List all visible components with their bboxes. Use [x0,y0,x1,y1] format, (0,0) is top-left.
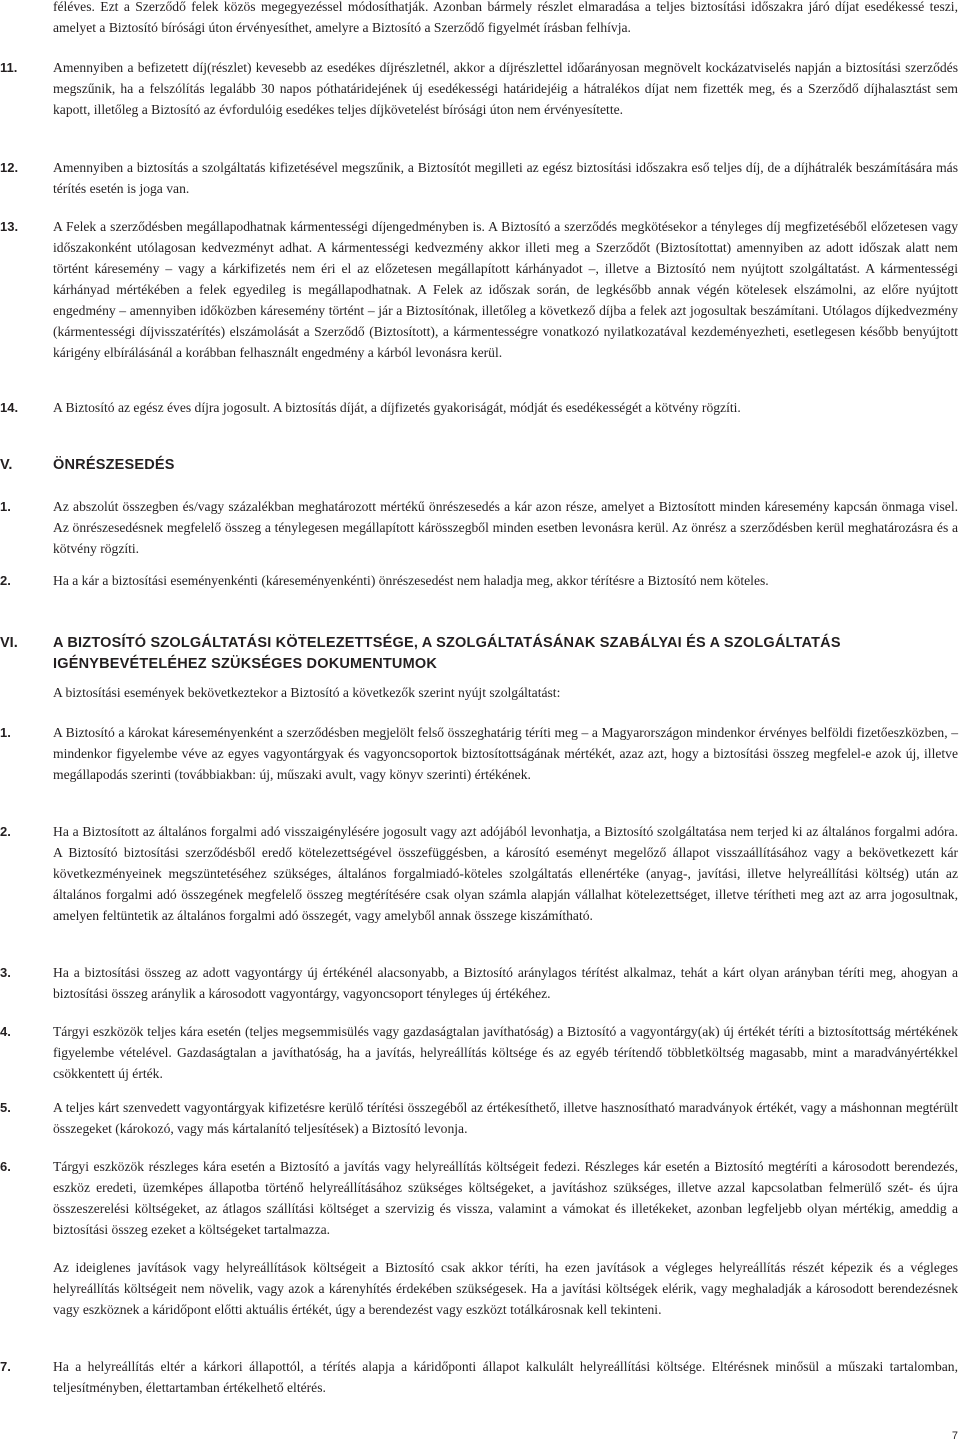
item-text: Ha a kár a biztosítási eseményenkénti (káreseményenkénti) önrészesedést nem haladja meg, akkor térítésre a Biztosító nem köteles. [53,573,769,588]
item-text: Ha a helyreállítás eltér a kárkori állapottól, a térítés alapja a káridőponti állapot kalkulált helyreállítási költsége. Eltérésnek minősül a műszaki tartalomban, teljesítményben, élettartamban értékelhető eltérés. [53,1359,958,1395]
list-item-iv-11 [0,57,958,120]
item-text: Amennyiben a befizetett díj(részlet) kevesebb az esedékes díjrészletnél, akkor a díjrészlettel időarányosan megnövelt kockázatviselés napján a biztosítási szerződés megszűnik, ha a felszólítás legalább 30 napos póthatáridejének új esedékességi határidejéig a hátralékos díjat nem fizették meg, és a Szerződő díjhalasztást sem kapott, illetőleg a Biztosító az évfordulóig esedékes teljes díjkövetelést bírósági úton nem érvényesítette. [53,60,958,117]
item-text: A Biztosító a károkat káreseményenként a szerződésben megjelölt felső összeghatárig téríti meg – a Magyarországon mindenkor érvényes belföldi fizetőeszközben, – mindenkor figyelembe véve az egyes vagyontárgyak és vagyoncsoportok biztosítottságának mértékét, azaz azt, hogy a biztosítási összeg megfelel-e azok új, illetve megállapodás szerinti (továbbiakban: új, műszaki avult, vagy könyv szerinti) értékének. [53,725,958,782]
section-number: V. [0,457,13,473]
list-item-iv-12 [0,157,958,199]
item-number: 5. [0,1100,11,1115]
list-item-vi-6-continuation [0,1257,958,1320]
item-number: 4. [0,1024,11,1039]
list-item-vi-4 [0,1021,958,1084]
list-item-vi-2 [0,821,958,926]
section-vi-intro: A biztosítási események bekövetkeztekor a Biztosító a következők szerint nyújt szolgáltatást: [53,685,561,700]
item-text: Ha a biztosítási összeg az adott vagyontárgy új értékénél alacsonyabb, a Biztosító aránylagos térítést alkalmaz, tehát a kárt olyan arányban téríti meg, ahogyan a biztosítási összeg aránylik a károsodott vagyontárgy, vagyoncsoport tényleges új értékéhez. [53,965,958,1001]
item-number: 1. [0,499,11,514]
item-text: Az ideiglenes javítások vagy helyreállítások költségeit a Biztosító csak akkor téríti, ha ezen javítások a végleges helyreállítás részét képezik és a végleges helyreállítás költségeit nem növelik, vagy azok a kárenyhítés érdekében szükségesek. Ha a javítási költségek elérik, vagy meghaladják a károsodott berendezésnek vagy eszköznek a káridőpont előtti aktuális értékét, úgy a berendezést vagy eszközt totálkárosnak kell tekinteni. [53,1260,958,1317]
item-number: 6. [0,1159,11,1174]
item-number: 2. [0,573,11,588]
item-text: A Biztosító az egész éves díjra jogosult. A biztosítás díját, a díjfizetés gyakoriságát, módját és esedékességét a kötvény rögzíti. [53,400,741,415]
section-title-line-1: A BIZTOSÍTÓ SZOLGÁLTATÁSI KÖTELEZETTSÉGE, A SZOLGÁLTATÁSÁNAK SZABÁLYAI ÉS A SZOLGÁLTATÁS [53,635,841,651]
section-title-line-2: IGÉNYBEVÉTELÉHEZ SZÜKSÉGES DOKUMENTUMOK [53,656,438,672]
list-item-vi-3 [0,962,958,1004]
page-number: 7 [951,1430,958,1442]
intro-continuation: féléves. Ezt a Szerződő felek közös megegyezéssel módosíthatják. Azonban bármely részlet elmaradása a teljes biztosítási időszakra járó díjat esedékessé teszi, amelyet a Biztosító bírósági úton érvényesíthet, amelyre a Biztosító a Szerződő figyelmét írásban felhívja. [53,0,958,35]
list-item-vi-7 [0,1356,958,1398]
item-number: 14. [0,400,19,415]
item-number: 11. [0,60,18,75]
item-number: 3. [0,965,11,980]
section-vi-heading [0,633,958,675]
item-text: Tárgyi eszközök részleges kára esetén a Biztosító a javítás vagy helyreállítás költségeit fedezi. Részleges kár esetén a Biztosító megtéríti a károsodott berendezés, eszköz eredeti, üzemképes állapotba történő helyreállításához szükséges költségeket, a javításhoz szükséges, illetve azzal kapcsolatban felmerülő szét- és újra összeszerelési költségeket, az átlagos szállítási költséget a szervizig és vissza, valamint a vámokat és illetékeket, azonban legfeljebb olyan mértékig, ameddig a biztosítási összeg ezeket a költségeket tartalmazza. [53,1159,958,1237]
list-item-v-1 [0,496,958,559]
item-text: A teljes kárt szenvedett vagyontárgyak kifizetésre kerülő térítési összegéből az értékesíthető, illetve hasznosítható maradványok értékét, vagy a máshonnan megtérült összegeket (károkozó, vagy más kártalanító teljesítések) a Biztosító levonja. [53,1100,958,1136]
item-number: 12. [0,160,19,175]
list-item-v-2 [0,570,958,591]
item-number [0,1257,53,1320]
section-title: ÖNRÉSZESEDÉS [53,457,175,473]
list-item-vi-6 [0,1156,958,1240]
section-v-heading [0,455,958,476]
list-item-vi-5 [0,1097,958,1139]
item-text: A Felek a szerződésben megállapodhatnak kármentességi díjengedményben is. A Biztosító a szerződés megkötésekor a tényleges díj megfizetéséből előzetesen vagy időszakonként utólagosan kedvezményt adhat. A kármentességi kedvezmény akkor illeti meg a Szerződőt (Biztosítottat) amennyiben az adott időszak alatt nem történt káresemény – vagy a kárkifizetés nem éri el az előzetesen megállapított kárhányadot –, illetve a Biztosító nem nyújtott szolgáltatást. A kármentességi kárhányad mértékében a felek egyedileg is megállapodhatnak. A Felek az időszak során, de legkésőbb annak végén kötelesek elszámolni, az előre nyújtott engedmény – amennyiben időközben káresemény történt – jár a Biztosítónak, illetőleg a következő díjba a felek azt jogosultak beszámítani. Utólagos díjkedvezmény (kármentességi díjvisszatérítés) elszámolását a Szerződő (Biztosított), a kármentességre vonatkozó nyilatkozatával kezdeményezheti, esetlegesen később benyújtott kárigény elbírálásánál a korábban felhasznált engedmény a kárból levonásra kerül. [53,219,958,360]
item-number: 2. [0,824,11,839]
list-item-vi-1 [0,722,958,785]
item-text: Ha a Biztosított az általános forgalmi adó visszaigénylésére jogosult vagy azt adójából levonhatja, a Biztosító szolgáltatása nem terjed ki az általános forgalmi adóra. A Biztosító biztosítási szerződésből eredő kötelezettségével összefüggésben, a károsító eseményt megelőző állapot visszaállításához vagy a bekövetkezett kár következményeinek megszüntetéséhez szükséges, általános forgalmiadó-köteles szolgáltatás ellenértéke (anyag-, javítási, illetve helyreállítási költség) után az általános forgalmi adó összegének megfelelő összeg megtérítésére csak olyan számla alapján vállalhat kötelezettséget, illetve térítheti meg azt az arra jogosultnak, amelyen feltüntetik az általános forgalmi adó összegét, vagy amelyből annak összege kiszámítható. [53,824,958,923]
item-text: Tárgyi eszközök teljes kára esetén (teljes megsemmisülés vagy gazdaságtalan javíthatóság) a Biztosító a vagyontárgy(ak) új értékét téríti a biztosítottság mértékének figyelembe vételével. Gazdaságtalan a javíthatóság, ha a javítás, helyreállítás költsége és az egyéb térítendő többletköltség magasabb, mint a maradványértékkel csökkentett új érték. [53,1024,958,1081]
item-text: Az abszolút összegben és/vagy százalékban meghatározott mértékű önrészesedés a kár azon része, amelyet a Biztosított minden káresemény kapcsán önmaga visel. Az önrészesedésnek megfelelő összeg a ténylegesen megállapított kárösszegből minden esetben levonásra kerül. Az önrész a szerződésben kerül meghatározásra és a kötvény rögzíti. [53,499,958,556]
section-number: VI. [0,635,18,651]
item-text: Amennyiben a biztosítás a szolgáltatás kifizetésével megszűnik, a Biztosítót megilleti az egész biztosítási időszakra eső teljes díj, de a díjhátralék beszámítására más térítés esetén is joga van. [53,160,958,196]
section-title [53,633,958,675]
item-number: 1. [0,725,11,740]
item-number: 13. [0,219,19,234]
list-item-iv-13 [0,216,958,363]
list-item-iv-14 [0,397,958,418]
item-number: 7. [0,1359,11,1374]
